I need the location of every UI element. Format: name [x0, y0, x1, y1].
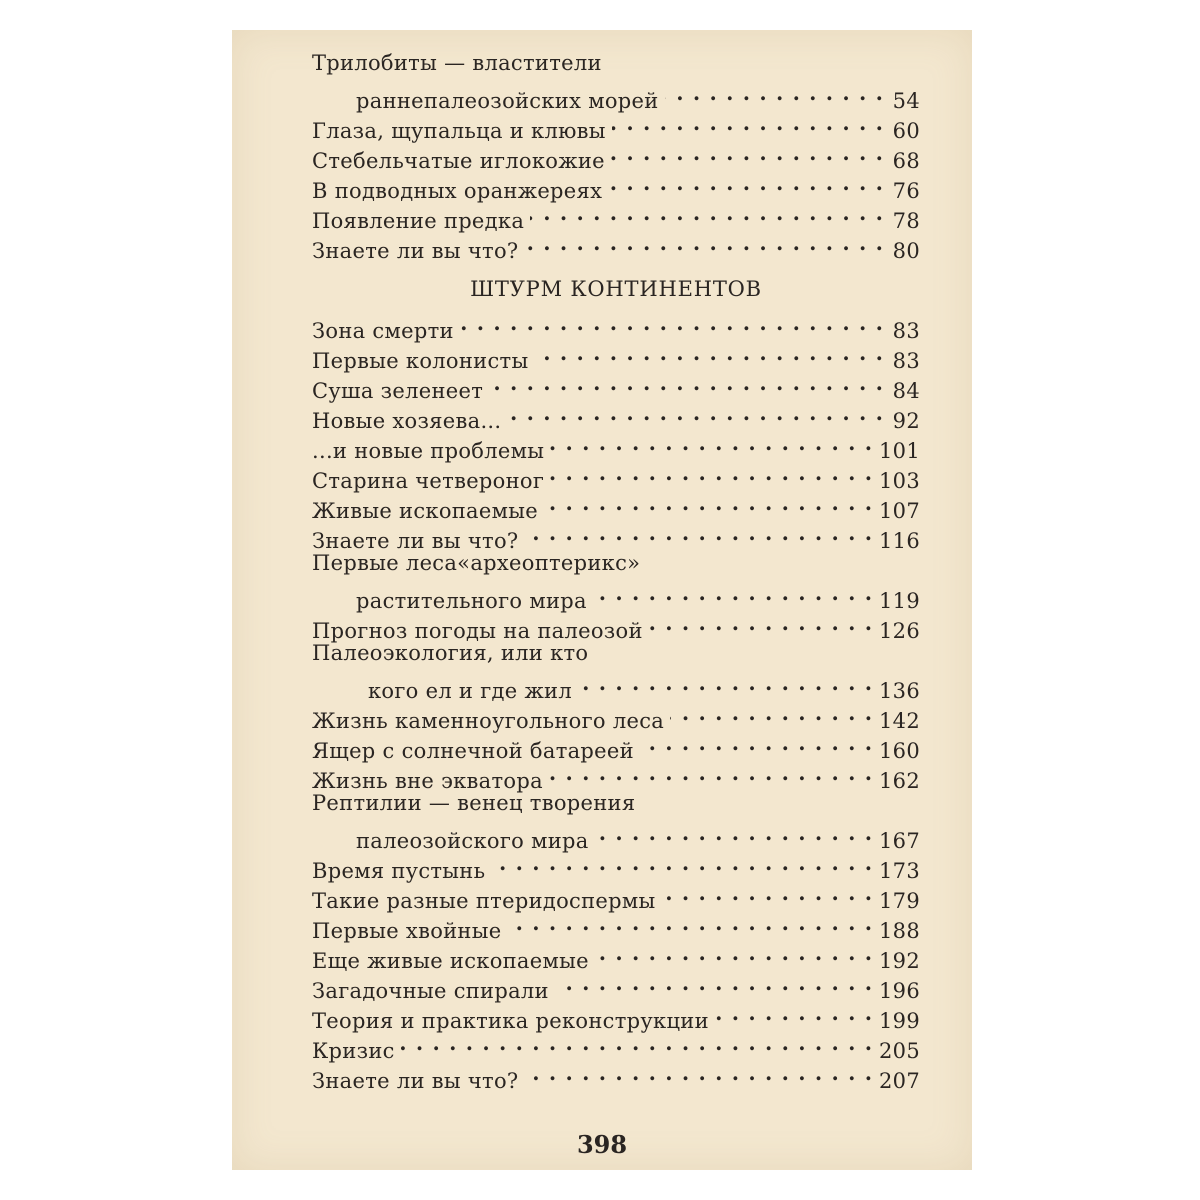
toc-entry-title: Живые ископаемые	[312, 499, 538, 523]
book-page	[232, 30, 972, 1170]
dot-leader	[549, 758, 873, 788]
toc-entry-title: Палеоэкология, или кто	[312, 641, 589, 665]
toc-entry-page: 179	[879, 889, 920, 913]
dot-leader	[530, 198, 884, 228]
toc-entry-page: 162	[879, 769, 920, 793]
toc-entry-title: Первые хвойные	[312, 919, 502, 943]
toc-entry-title: Кризис	[312, 1039, 395, 1063]
dot-leader	[507, 398, 884, 428]
toc-entry-page: 54	[892, 89, 920, 113]
dot-leader	[649, 608, 873, 638]
toc-entry-page: 103	[879, 469, 920, 493]
dot-leader	[612, 108, 884, 138]
dot-leader	[665, 78, 884, 108]
dot-leader	[534, 338, 884, 368]
toc-entry-page: 119	[879, 589, 920, 613]
toc-entry-title: В подводных оранжереях	[312, 179, 603, 203]
toc-entry-title: растительного мира	[356, 589, 587, 613]
toc-entry-title: ...и новые проблемы	[312, 439, 545, 463]
toc-entry-title: Жизнь каменноугольного леса	[312, 709, 665, 733]
toc-entry-title: Трилобиты — властители	[312, 51, 602, 75]
toc-entry-title: Старина четвероног	[312, 469, 545, 493]
dot-leader	[401, 1028, 873, 1058]
toc-entry-title: Появление предка	[312, 209, 525, 233]
toc-entry-title: Прогноз погоды на палеозой	[312, 619, 643, 643]
toc-entry	[312, 578, 920, 613]
toc-entry-page: 80	[892, 239, 920, 263]
toc-entry-title: Знаете ли вы что?	[312, 529, 519, 553]
toc-entry-title: раннепалеозойских морей	[356, 89, 659, 113]
toc-entry-page: 83	[892, 319, 920, 343]
dot-leader	[611, 138, 884, 168]
toc-entry-page: 188	[879, 919, 920, 943]
toc-entry-title: Такие разные птеридоспермы	[312, 889, 656, 913]
dot-leader	[524, 1058, 873, 1088]
dot-leader	[544, 488, 873, 518]
toc-entry-page: 192	[879, 949, 920, 973]
toc-entry-page: 83	[892, 349, 920, 373]
toc-entry-page: 68	[892, 149, 920, 173]
toc-entry	[312, 308, 920, 343]
toc-entry-page: 84	[892, 379, 920, 403]
dot-leader	[578, 668, 873, 698]
toc-entry-line1	[312, 48, 920, 78]
toc-entry	[312, 818, 920, 853]
dot-leader	[555, 968, 873, 998]
toc-entry-title: Ящер с солнечной батареей	[312, 739, 634, 763]
dot-leader	[460, 308, 884, 338]
toc-entry-page: 107	[879, 499, 920, 523]
toc-entry-page: 173	[879, 859, 920, 883]
toc-entry-page: 205	[879, 1039, 920, 1063]
toc-entry-title: Первые леса«археоптерикс»	[312, 551, 641, 575]
dot-leader	[524, 228, 884, 258]
toc-entry-title: Новые хозяева...	[312, 409, 502, 433]
toc-entry-title: кого ел и где жил	[368, 679, 572, 703]
toc-entry-page: 160	[879, 739, 920, 763]
toc-entry-page: 142	[879, 709, 920, 733]
toc-entry-page: 196	[879, 979, 920, 1003]
dot-leader	[595, 938, 873, 968]
toc-entry-title: Знаете ли вы что?	[312, 1069, 519, 1093]
toc-entry-title: Суша зеленеет	[312, 379, 484, 403]
toc-entry-line1	[312, 788, 920, 818]
toc-entry-line1	[312, 548, 920, 578]
toc-entry	[312, 78, 920, 113]
toc-entry	[312, 668, 920, 703]
toc-entry-title: Теория и практика реконструкции	[312, 1009, 709, 1033]
toc-entry-page: 167	[879, 829, 920, 853]
dot-leader	[524, 518, 873, 548]
dot-leader	[595, 818, 873, 848]
toc-entry-page: 101	[879, 439, 920, 463]
dot-leader	[662, 878, 874, 908]
toc-entry-title: палеозойского мира	[356, 829, 589, 853]
toc-entry-title: Еще живые ископаемые	[312, 949, 589, 973]
toc-entry-title: Глаза, щупальца и клювы	[312, 119, 606, 143]
dot-leader	[507, 908, 873, 938]
toc-entry-title: Жизнь вне экватора	[312, 769, 543, 793]
toc-entry	[312, 1058, 920, 1093]
dot-leader	[550, 458, 873, 488]
toc-entry-page: 60	[892, 119, 920, 143]
toc-entry-page: 136	[879, 679, 920, 703]
toc-entry-title: Стебельчатые иглокожие	[312, 149, 605, 173]
dot-leader	[593, 578, 873, 608]
dot-leader	[608, 168, 884, 198]
dot-leader	[640, 728, 873, 758]
dot-leader	[489, 368, 884, 398]
toc-entry-page: 126	[879, 619, 920, 643]
dot-leader	[550, 428, 873, 458]
toc-entry-title: Рептилии — венец творения	[312, 791, 636, 815]
toc-entry-page: 199	[879, 1009, 920, 1033]
section-heading: ШТУРМ КОНТИНЕНТОВ	[470, 277, 762, 301]
dot-leader	[491, 848, 873, 878]
dot-leader	[715, 998, 873, 1028]
toc-entry-page: 76	[892, 179, 920, 203]
toc-entry-title: Знаете ли вы что?	[312, 239, 519, 263]
toc-entry-page: 78	[892, 209, 920, 233]
table-of-contents	[312, 48, 920, 1093]
toc-entry-title: Первые колонисты	[312, 349, 529, 373]
toc-entry-page: 92	[892, 409, 920, 433]
toc-entry-page: 116	[879, 529, 920, 553]
dot-leader	[670, 698, 873, 728]
toc-entry-page: 207	[879, 1069, 920, 1093]
page-number: 398	[576, 1130, 628, 1159]
toc-entry-title: Время пустынь	[312, 859, 486, 883]
toc-entry	[312, 1028, 920, 1063]
toc-entry-title: Зона смерти	[312, 319, 454, 343]
toc-entry-title: Загадочные спирали	[312, 979, 549, 1003]
